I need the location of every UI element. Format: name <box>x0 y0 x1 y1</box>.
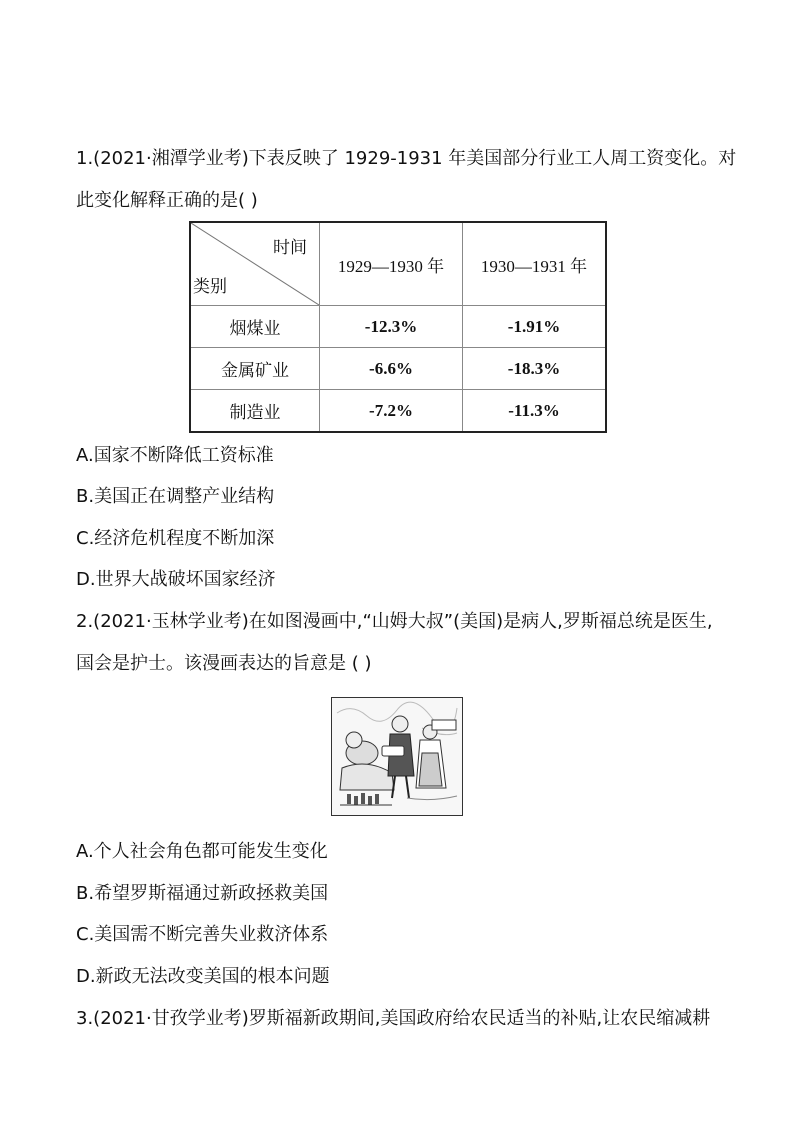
table-cell: -12.3% <box>320 306 463 348</box>
political-cartoon-image <box>331 697 463 816</box>
q2-option-c: C.美国需不断完善失业救济体系 <box>76 924 329 945</box>
row-label: 金属矿业 <box>190 348 320 390</box>
q1-option-c: C.经济危机程度不断加深 <box>76 528 275 549</box>
table-corner-cell <box>190 222 320 306</box>
q1-stem-line-2: 此变化解释正确的是( ) <box>76 190 258 211</box>
table-header-row <box>190 222 606 306</box>
q2-stem-line-1: 2.(2021·玉林学业考)在如图漫画中,“山姆大叔”(美国)是病人,罗斯福总统是医生, <box>76 611 713 632</box>
q1-stem-line-1: 1.(2021·湘潭学业考)下表反映了 1929-1931 年美国部分行业工人周工资变化。对 <box>76 148 737 169</box>
col-header-1930-1931: 1930—1931 年 <box>463 222 607 306</box>
q1-option-b: B.美国正在调整产业结构 <box>76 486 275 507</box>
table-cell: -6.6% <box>320 348 463 390</box>
table-row <box>190 306 606 348</box>
q2-stem-line-2: 国会是护士。该漫画表达的旨意是 ( ) <box>76 653 372 674</box>
table-row <box>190 390 606 433</box>
col-header-1929-1930: 1929—1930 年 <box>320 222 463 306</box>
q3-stem-line-1: 3.(2021·甘孜学业考)罗斯福新政期间,美国政府给农民适当的补贴,让农民缩减耕 <box>76 1008 711 1029</box>
corner-label-category: 类别 <box>193 277 227 297</box>
table-cell: -11.3% <box>463 390 607 433</box>
table-cell: -1.91% <box>463 306 607 348</box>
row-label: 烟煤业 <box>190 306 320 348</box>
wage-change-table <box>189 221 607 433</box>
q1-option-a: A.国家不断降低工资标准 <box>76 445 274 466</box>
corner-label-time: 时间 <box>273 238 307 258</box>
table-row <box>190 348 606 390</box>
table-cell: -18.3% <box>463 348 607 390</box>
q2-option-d: D.新政无法改变美国的根本问题 <box>76 966 330 987</box>
table-cell: -7.2% <box>320 390 463 433</box>
q2-option-b: B.希望罗斯福通过新政拯救美国 <box>76 883 329 904</box>
q2-option-a: A.个人社会角色都可能发生变化 <box>76 841 328 862</box>
cartoon-illustration <box>332 698 462 815</box>
row-label: 制造业 <box>190 390 320 433</box>
q1-option-d: D.世界大战破坏国家经济 <box>76 569 276 590</box>
